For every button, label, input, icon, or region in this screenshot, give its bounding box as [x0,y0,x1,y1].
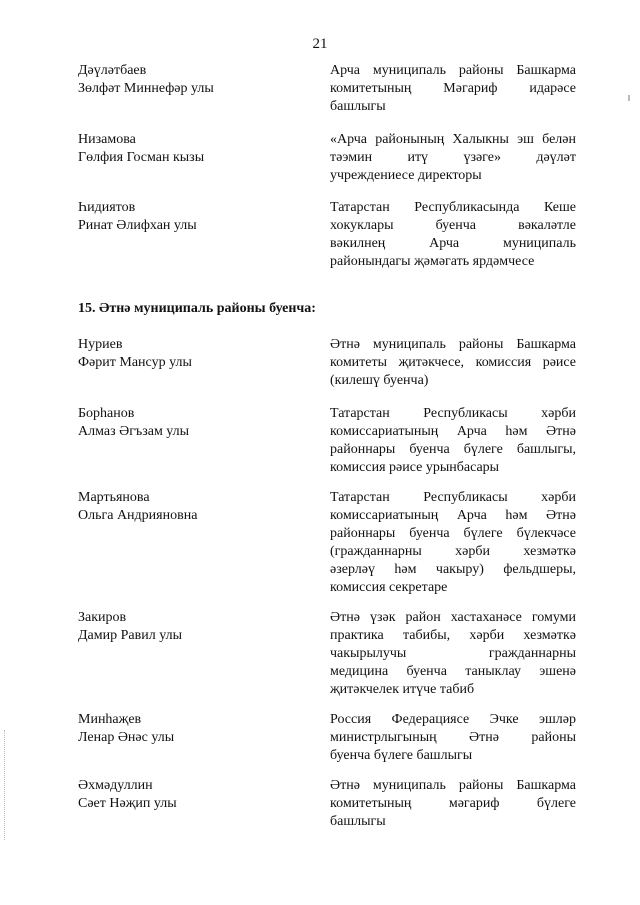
description-line: (килешү буенча) [330,373,429,388]
margin-dots [4,730,7,840]
description-line: чакырылучы гражданнарны [330,646,576,661]
surname: Низамова [78,132,136,147]
description-line: «Арча районының Халыкны эш белән [330,132,576,147]
description-line: районнары буенча бүлеге бүлекчәсе [330,526,576,541]
position-description [330,131,576,185]
description-line: тәэмин итү үзәге» дәүләт [330,150,576,165]
person-name [78,199,308,235]
description-line: министрлыгының Әтнә районы [330,730,576,745]
description-line: Татарстан Республикасы хәрби [330,490,576,505]
description-line: комиссия секретаре [330,580,448,595]
description-line: җитәкчелек итүче табиб [330,682,475,697]
position-description [330,777,576,831]
description-line: комиссариатының Арча һәм Әтнә [330,508,576,523]
margin-tick [628,95,630,101]
given-name: Алмаз Әгъзам улы [78,424,190,439]
description-line: вәкилнең Арча муниципаль [330,236,576,251]
surname: Нуриев [78,337,123,352]
person-name [78,489,308,525]
description-line: (гражданнарны хәрби хезмәткә [330,544,576,559]
person-name [78,777,308,813]
description-line: медицина буенча таныклау эшенә [330,664,576,679]
description-line: комитеты җитәкчесе, комиссия рәисе [330,355,576,370]
given-name: Ринат Әлифхан улы [78,218,197,233]
surname: Закиров [78,610,127,625]
position-description [330,405,576,477]
description-line: районындагы җәмәгать ярдәмчесе [330,254,535,269]
description-line: башлыгы [330,99,386,114]
page-number: 21 [312,36,328,52]
description-line: комитетының мәгариф бүлеге [330,796,576,811]
surname: Әхмәдуллин [78,778,153,793]
position-description [330,62,576,116]
description-line: Әтнә муниципаль районы Башкарма [330,337,576,352]
description-line: Әтнә муниципаль районы Башкарма [330,778,576,793]
person-name [78,711,308,747]
position-description [330,609,576,699]
description-line: буенча бүлеге башлыгы [330,748,473,763]
description-line: комитетының Мәгариф идарәсе [330,81,576,96]
description-line: районнары буенча бүлеге башлыгы, [330,442,576,457]
description-line: хокуклары буенча вәкаләтле [330,218,576,233]
description-line: Татарстан Республикасы хәрби [330,406,576,421]
section-heading: 15. Әтнә муниципаль районы буенча: [78,301,316,316]
position-description [330,336,576,390]
description-line: практика табибы, хәрби хезмәткә [330,628,576,643]
surname: Мартьянова [78,490,150,505]
surname: Һидиятов [78,200,136,215]
given-name: Зөлфәт Миннефәр улы [78,81,214,96]
given-name: Фәрит Мансур улы [78,355,192,370]
description-line: учреждениесе директоры [330,168,482,183]
position-description [330,199,576,271]
given-name: Ленар Әнәс улы [78,730,175,745]
position-description [330,711,576,765]
description-line: комиссариатының Арча һәм Әтнә [330,424,576,439]
surname: Минһаҗев [78,712,142,727]
surname: Борһанов [78,406,135,421]
description-line: Әтнә үзәк район хастаханәсе гомуми [330,610,576,625]
description-line: комиссия рәисе урынбасары [330,460,500,475]
description-line: әзерләү һәм чакыру) фельдшеры, [330,562,576,577]
description-line: Арча муниципаль районы Башкарма [330,63,576,78]
given-name: Ольга Андрияновна [78,508,198,523]
given-name: Сәет Нәҗип улы [78,796,177,811]
person-name [78,131,308,167]
person-name [78,336,308,372]
surname: Дәүләтбаев [78,63,147,78]
position-description [330,489,576,597]
person-name [78,62,308,98]
person-name [78,609,308,645]
description-line: Россия Федерациясе Эчке эшләр [330,712,576,727]
given-name: Дамир Равил улы [78,628,182,643]
description-line: башлыгы [330,814,386,829]
person-name [78,405,308,441]
description-line: Татарстан Республикасында Кеше [330,200,576,215]
given-name: Гөлфия Госман кызы [78,150,205,165]
